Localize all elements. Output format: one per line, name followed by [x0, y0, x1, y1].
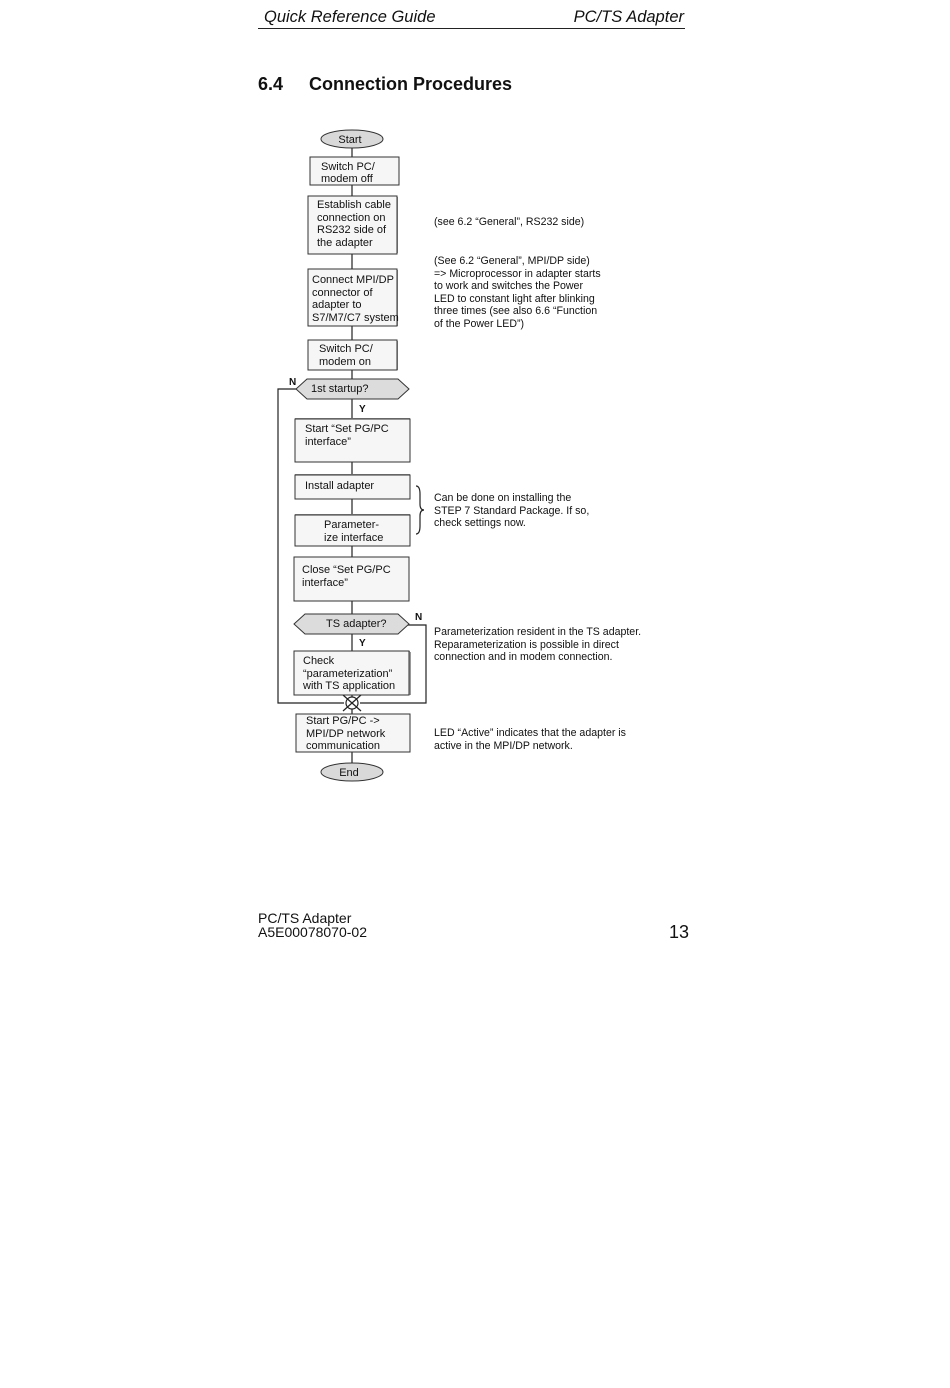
- svg-text:RS232 side of: RS232 side of: [317, 224, 387, 236]
- footer-doc-number: A5E00078070-02: [258, 924, 367, 940]
- no-label-startup: N: [289, 377, 297, 388]
- svg-text:MPI/DP network: MPI/DP network: [306, 728, 386, 740]
- svg-text:1st startup?: 1st startup?: [311, 383, 369, 395]
- svg-text:communication: communication: [306, 740, 380, 752]
- svg-text:Parameter-: Parameter-: [324, 519, 380, 531]
- svg-text:ize interface: ize interface: [324, 532, 384, 544]
- svg-text:TS adapter?: TS adapter?: [326, 618, 387, 630]
- start-label: Start: [338, 134, 362, 146]
- svg-text:Start “Set PG/PC: Start “Set PG/PC: [305, 423, 389, 435]
- step-check-param: [294, 651, 410, 695]
- section-number: 6.4: [258, 74, 284, 94]
- decision-first-startup: [289, 377, 409, 415]
- step-parameterize: [295, 515, 410, 546]
- step-start-comm: [296, 714, 410, 752]
- svg-text:adapter to: adapter to: [312, 299, 362, 311]
- svg-text:Check: Check: [303, 655, 335, 667]
- header-right-title: PC/TS Adapter: [573, 8, 684, 26]
- step-establish-cable: [308, 196, 397, 254]
- svg-text:interface”: interface”: [305, 436, 351, 448]
- merge-junction: [343, 695, 361, 711]
- decision-ts-adapter: [294, 612, 422, 649]
- svg-text:Start PG/PC ->: Start PG/PC ->: [306, 715, 380, 727]
- grouping-brace: [416, 486, 424, 534]
- step-start-set-pgpc: [295, 419, 410, 462]
- header-left-title: Quick Reference Guide: [264, 8, 436, 26]
- end-terminal: [321, 763, 383, 781]
- svg-text:“parameterization”: “parameterization”: [303, 668, 393, 680]
- svg-text:with TS application: with TS application: [303, 680, 396, 692]
- note-step7: Can be done on installing the STEP 7 Standard Package. If so, check settings now.: [434, 492, 590, 530]
- svg-text:modem on: modem on: [319, 356, 371, 368]
- note-rs232: (see 6.2 “General”, RS232 side): [434, 216, 585, 228]
- svg-text:S7/M7/C7 system: S7/M7/C7 system: [312, 312, 399, 324]
- section-title: Connection Procedures: [309, 74, 513, 94]
- note-parameterization: Parameterization resident in the TS adapter. Reparameterization is possible in direct connection and in modem connection.: [434, 626, 642, 664]
- end-label: End: [339, 767, 359, 779]
- step-connect-mpi: [308, 269, 399, 326]
- svg-text:interface”: interface”: [302, 577, 348, 589]
- step-install-adapter: [295, 475, 410, 499]
- svg-text:connection on: connection on: [317, 212, 386, 224]
- yes-label-ts: Y: [359, 638, 366, 649]
- svg-text:Close “Set PG/PC: Close “Set PG/PC: [302, 564, 391, 576]
- svg-text:connector of: connector of: [312, 287, 373, 299]
- page-number: 13: [669, 922, 690, 942]
- svg-text:Establish cable: Establish cable: [317, 199, 391, 211]
- note-led-active: LED “Active” indicates that the adapter is active in the MPI/DP network.: [434, 727, 626, 752]
- start-terminal: [321, 130, 383, 148]
- yes-label-startup: Y: [359, 404, 366, 415]
- svg-text:Connect MPI/DP: Connect MPI/DP: [312, 274, 394, 286]
- step-switch-off: [310, 157, 399, 185]
- note-mpi: (See 6.2 “General”, MPI/DP side) => Microprocessor in adapter starts to work and switches the Power LED to constant light after blinking three times (see also 6.6 “Function of the Power LED”): [434, 255, 601, 330]
- svg-text:modem off: modem off: [321, 173, 373, 185]
- no-label-ts: N: [415, 612, 423, 623]
- svg-text:Switch PC/: Switch PC/: [321, 161, 375, 173]
- step-switch-on: [308, 340, 397, 370]
- svg-text:Switch PC/: Switch PC/: [319, 343, 373, 355]
- svg-text:Install adapter: Install adapter: [305, 480, 375, 492]
- step-close-set-pgpc: [294, 557, 409, 601]
- svg-text:the adapter: the adapter: [317, 237, 373, 249]
- footer-product: PC/TS Adapter: [258, 910, 352, 926]
